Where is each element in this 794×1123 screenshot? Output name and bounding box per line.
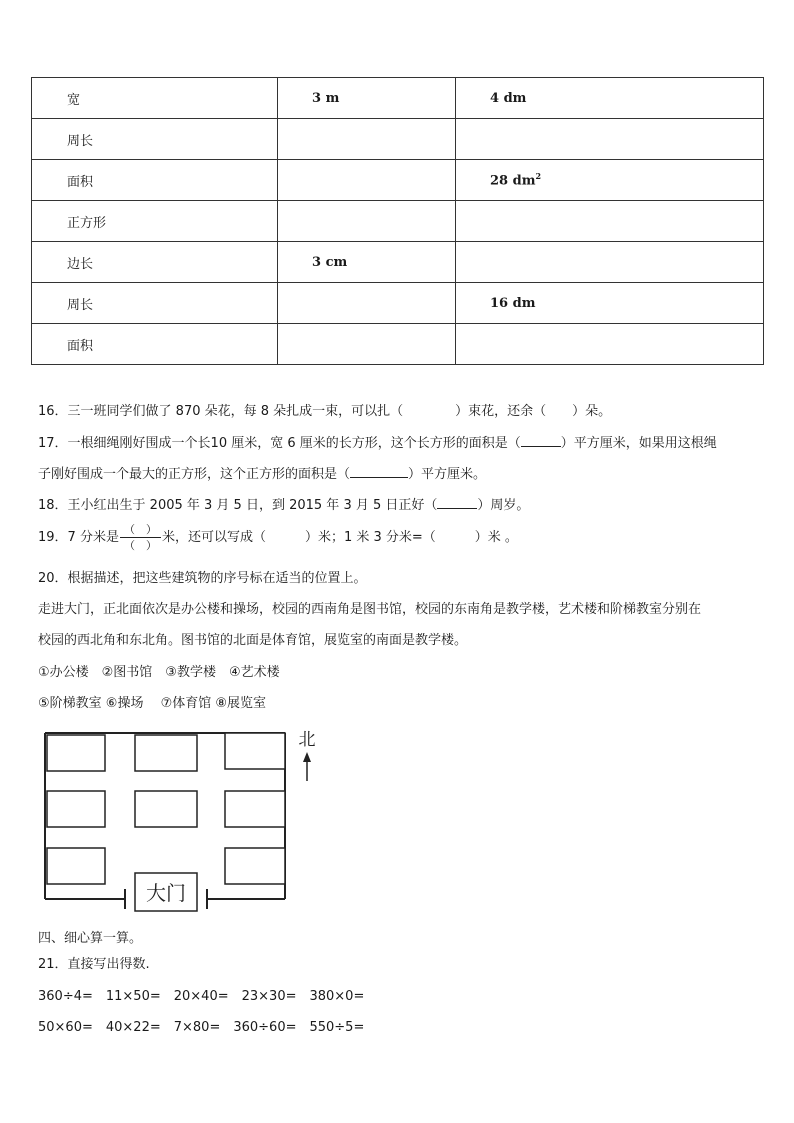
calc-row: 360÷4= 11×50= 20×40= 23×30= 380×0= xyxy=(38,989,365,1004)
question-19 xyxy=(38,522,518,553)
cell-value: 3 m xyxy=(278,78,456,119)
row-label: 宽 xyxy=(32,78,278,119)
answer-blank[interactable] xyxy=(437,496,477,509)
q18-text: 18．王小红出生于 2005 年 3 月 5 日，到 2015 年 3 月 5 日正好（ xyxy=(38,498,438,513)
plot-west[interactable] xyxy=(47,791,105,827)
campus-map-drawing xyxy=(35,725,335,915)
section-heading: 四、细心算一算。 xyxy=(38,931,143,946)
question-20-desc: 校园的西北角和东北角。图书馆的北面是体育馆，展览室的南面是教学楼。 xyxy=(38,633,468,648)
cell-value: 4 dm xyxy=(456,78,764,119)
q17-text: 17．一根细绳刚好围成一个长10 厘米，宽 6 厘米的长方形，这个长方形的面积是（ xyxy=(38,436,521,451)
q17-text: ）平方厘米，如果用这根绳 xyxy=(560,436,717,451)
plot-southwest[interactable] xyxy=(47,848,105,884)
plot-southeast[interactable] xyxy=(225,848,285,884)
north-arrow-icon xyxy=(303,752,311,762)
building-options: ⑤阶梯教室 ⑥操场 ⑦体育馆 ⑧展览室 xyxy=(38,696,267,711)
north-label: 北 xyxy=(298,730,316,750)
question-21-title: 21．直接写出得数. xyxy=(38,957,150,972)
table-row xyxy=(32,242,764,283)
gate-label: 大门 xyxy=(146,881,186,905)
row-label: 边长 xyxy=(32,242,278,283)
superscript-2: 2 xyxy=(535,171,542,182)
plot-northwest[interactable] xyxy=(47,735,105,771)
campus-map xyxy=(35,725,335,915)
row-label: 面积 xyxy=(32,324,278,365)
cell-value xyxy=(278,201,456,242)
table-row xyxy=(32,160,764,201)
table-row xyxy=(32,119,764,160)
cell-value xyxy=(278,160,456,201)
cell-value xyxy=(278,119,456,160)
fraction xyxy=(120,522,161,553)
measurement-table xyxy=(31,77,764,365)
q18-text: ）周岁。 xyxy=(477,498,530,513)
row-label: 正方形 xyxy=(32,201,278,242)
question-17-line2 xyxy=(38,463,486,482)
fraction-numerator[interactable]: （ ） xyxy=(120,522,161,538)
question-20-title: 20．根据描述，把这些建筑物的序号标在适当的位置上。 xyxy=(38,571,367,586)
question-17-line1 xyxy=(38,432,717,451)
q19-prefix: 19．7 分米是 xyxy=(38,530,119,545)
q17-text: ）平方厘米。 xyxy=(408,467,487,482)
table-row xyxy=(32,324,764,365)
answer-blank[interactable] xyxy=(521,434,561,447)
cell-value xyxy=(456,242,764,283)
cell-value xyxy=(456,324,764,365)
cell-value xyxy=(456,160,764,201)
table-row xyxy=(32,201,764,242)
question-16: 16．三一班同学们做了 870 朵花，每 8 朵扎成一束，可以扎（ ）束花，还余（ ）朵。 xyxy=(38,404,612,419)
building-options: ①办公楼 ②图书馆 ③教学楼 ④艺术楼 xyxy=(38,665,280,680)
cell-value xyxy=(456,201,764,242)
calc-row: 50×60= 40×22= 7×80= 360÷60= 550÷5= xyxy=(38,1020,365,1035)
question-20-desc: 走进大门，正北面依次是办公楼和操场，校园的西南角是图书馆，校园的东南角是教学楼，艺术楼和阶梯教室分别在 xyxy=(38,602,702,617)
plot-center[interactable] xyxy=(135,791,197,827)
cell-value xyxy=(278,324,456,365)
plot-northeast[interactable] xyxy=(225,733,285,769)
row-label: 周长 xyxy=(32,283,278,324)
fraction-denominator[interactable]: （ ） xyxy=(123,539,157,552)
question-18 xyxy=(38,494,529,513)
table-row xyxy=(32,283,764,324)
cell-value: 3 cm xyxy=(278,242,456,283)
area-value: 28 dm xyxy=(490,173,536,189)
row-label: 周长 xyxy=(32,119,278,160)
cell-value xyxy=(278,283,456,324)
cell-value xyxy=(456,119,764,160)
plot-north-center[interactable] xyxy=(135,735,197,771)
row-label: 面积 xyxy=(32,160,278,201)
plot-east[interactable] xyxy=(225,791,285,827)
q19-suffix: 米，还可以写成（ ）米；1 米 3 分米=（ ）米 。 xyxy=(161,530,518,545)
answer-blank[interactable] xyxy=(350,465,408,478)
cell-value: 16 dm xyxy=(456,283,764,324)
table-row xyxy=(32,78,764,119)
q17-text: 子刚好围成一个最大的正方形，这个正方形的面积是（ xyxy=(38,467,351,482)
